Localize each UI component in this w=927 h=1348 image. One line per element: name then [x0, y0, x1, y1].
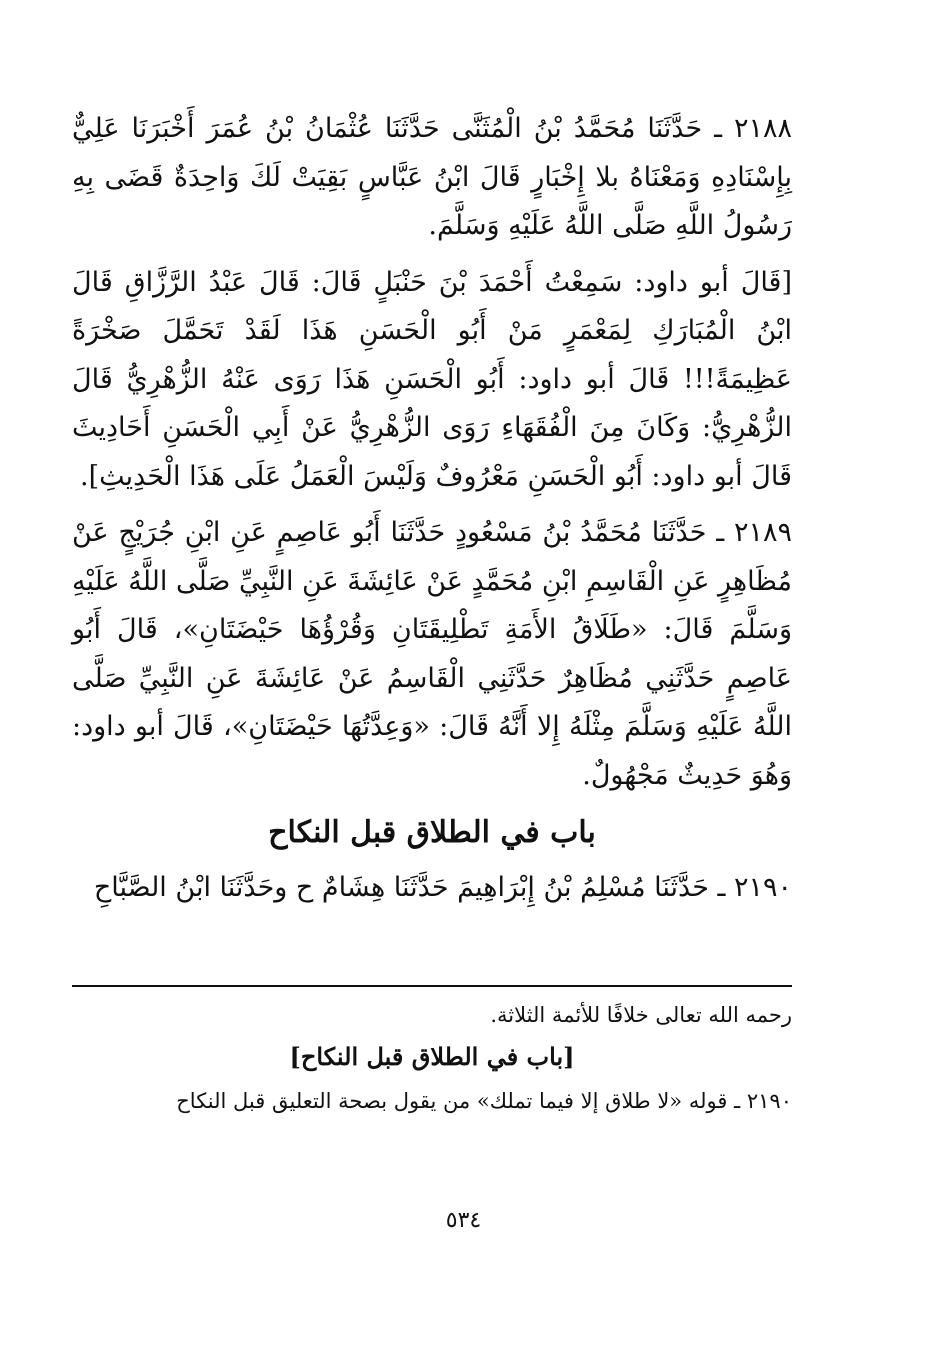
footnote-chapter-heading: [باب في الطلاق قبل النكاح] [289, 1042, 575, 1071]
abu-dawud-commentary: [قَالَ أبو داود: سَمِعْتُ أَحْمَدَ بْنَ حَنْبَلٍ قَالَ: قَالَ عَبْدُ الرَّزَّاقِ قَالَ ابْنُ الْمُبَارَكِ لِمَعْمَرٍ مَنْ أَبُو الْحَسَنِ هَذَا لَقَدْ تَحَمَّلَ صَخْرَةً عَظِيمَةً!!! قَالَ أبو داود: أَبُو الْحَسَنِ هَذَا رَوَى عَنْهُ الزُّهْرِيُّ قَالَ الزُّهْرِيُّ: وَكَانَ مِنَ الْفُقَهَاءِ رَوَى الزُّهْرِيُّ عَنْ أَبِي الْحَسَنِ أَحَادِيثَ قَالَ أبو داود: أَبُو الْحَسَنِ مَعْرُوفٌ وَلَيْسَ الْعَمَلُ عَلَى هَذَا الْحَدِيثِ]. [72, 266, 792, 492]
footnote-divider [72, 985, 792, 987]
page-number: ٥٣٤ [445, 1208, 482, 1233]
chapter-heading: باب في الطلاق قبل النكاح [268, 815, 596, 850]
footnote-line: رحمه الله تعالى خلافًا للأئمة الثلاثة. [490, 1003, 792, 1027]
footnotes [72, 1000, 792, 1128]
footnote-line: ٢١٩٠ ـ قوله «لا طلاق إلا فيما تملك» من يقول بصحة التعليق قبل النكاح [176, 1089, 792, 1113]
main-text [72, 105, 792, 921]
hadith-2190: ٢١٩٠ ـ حَدَّثَنَا مُسْلِمُ بْنُ إِبْرَاهِيمَ حَدَّثَنَا هِشَامٌ ح وحَدَّثَنَا ابْنُ الصَّبَّاحِ [93, 872, 792, 903]
hadith-2188: ٢١٨٨ ـ حَدَّثَنَا مُحَمَّدُ بْنُ الْمُثَنَّى حَدَّثَنَا عُثْمَانُ بْنُ عُمَرَ أَخْبَرَنَا عَلِيٌّ بِإِسْنَادِهِ وَمَعْنَاهُ بلا إِخْبَارٍ قَالَ ابْنُ عَبَّاسٍ بَقِيَتْ لَكَ وَاحِدَةٌ قَضَى بِهِ رَسُولُ اللَّهِ صَلَّى اللَّهُ عَلَيْهِ وَسَلَّمَ. [72, 113, 792, 241]
hadith-2189: ٢١٨٩ ـ حَدَّثَنَا مُحَمَّدُ بْنُ مَسْعُودٍ حَدَّثَنَا أَبُو عَاصِمٍ عَنِ ابْنِ جُرَيْجٍ عَنْ مُظَاهِرٍ عَنِ الْقَاسِمِ ابْنِ مُحَمَّدٍ عَنْ عَائِشَةَ عَنِ النَّبِيِّ صَلَّى اللَّهُ عَلَيْهِ وَسَلَّمَ قَالَ: «طَلَاقُ الأَمَةِ تَطْلِيقَتَانِ وَقُرْؤُهَا حَيْضَتَانِ»، قَالَ أَبُو عَاصِمٍ حَدَّثَنِي مُظَاهِرٌ حَدَّثَنِي الْقَاسِمُ عَنْ عَائِشَةَ عَنِ النَّبِيِّ صَلَّى اللَّهُ عَلَيْهِ وَسَلَّمَ مِثْلَهُ إِلا أَنَّهُ قَالَ: «وَعِدَّتُهَا حَيْضَتَانِ»، قَالَ أبو داود: وَهُوَ حَدِيثٌ مَجْهُولٌ. [72, 517, 792, 791]
